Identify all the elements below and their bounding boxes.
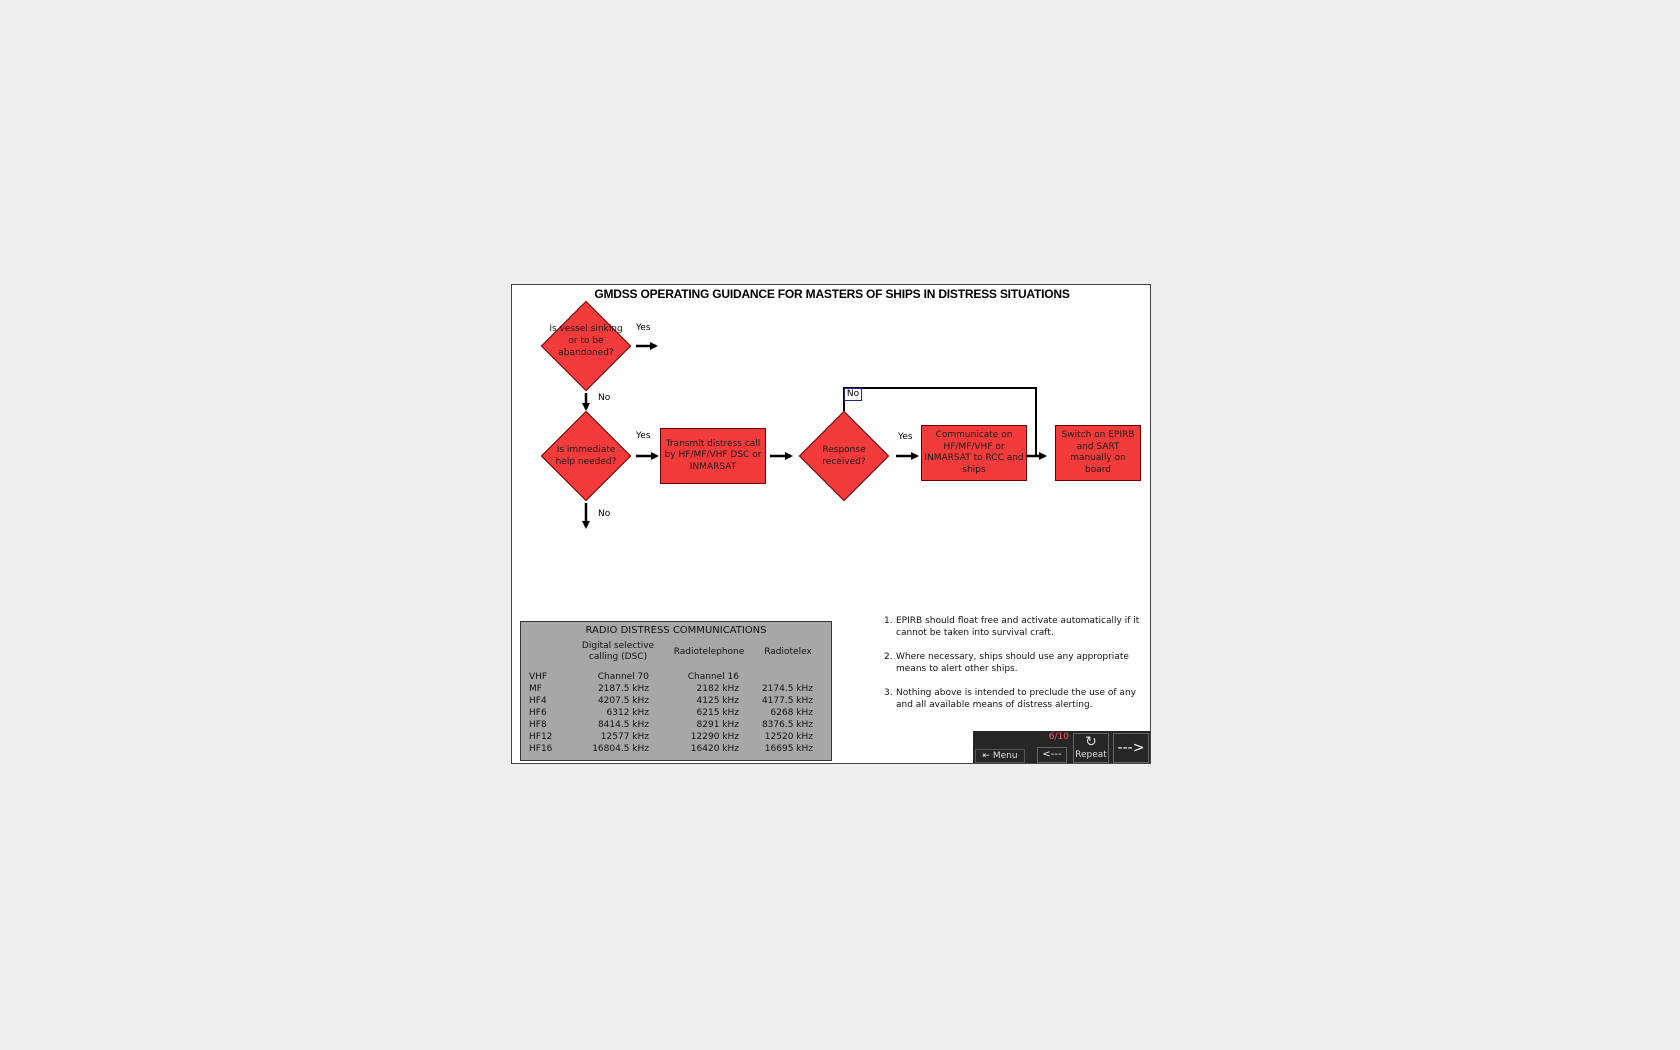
header-radiotelephone: Radiotelephone (673, 647, 745, 657)
navigation-bar (973, 731, 1151, 764)
table-row: HF12 12577 kHz 12290 kHz 12520 kHz (529, 732, 813, 742)
repeat-button[interactable] (1073, 733, 1109, 763)
repeat-icon: ↻ (1085, 734, 1097, 750)
menu-label: Menu (992, 751, 1018, 761)
note-item: 3. Nothing above is intended to preclude the use of any and all available means of distress alerting. (884, 688, 1136, 710)
page-title: GMDSS OPERATING GUIDANCE FOR MASTERS OF SHIPS IN DISTRESS SITUATIONS (594, 287, 1070, 301)
header-dsc: Digital selective calling (DSC) (581, 641, 655, 662)
q2-label: Is immediate help needed? (555, 445, 617, 467)
next-button[interactable]: ---> (1113, 733, 1149, 763)
table-row: HF6 6312 kHz 6215 kHz 6268 kHz (529, 708, 813, 718)
q3-label: Response received? (822, 445, 866, 467)
header-radiotelex: Radiotelex (764, 647, 812, 657)
radio-distress-table (520, 621, 832, 761)
q1-yes-label: Yes (636, 323, 651, 333)
menu-arrow-icon: ⇤ (982, 751, 990, 761)
table-row: VHF Channel 70 Channel 16 (529, 672, 739, 682)
notes-list (884, 615, 1140, 723)
table-row: HF4 4207.5 kHz 4125 kHz 4177.5 kHz (529, 696, 813, 706)
q3-yes-label: Yes (898, 432, 913, 442)
q3-no-label: No (844, 388, 862, 401)
note-item: 1. EPIRB should float free and activate automatically if it cannot be taken into survival craft. (884, 616, 1140, 638)
q1-label: Is vessel sinking or to be abandoned? (549, 324, 623, 358)
menu-button[interactable] (975, 749, 1025, 763)
q1-no-label: No (598, 393, 611, 403)
q2-yes-label: Yes (636, 431, 651, 441)
radio-table-title: RADIO DISTRESS COMMUNICATIONS (585, 625, 767, 636)
table-row: HF8 8414.5 kHz 8291 kHz 8376.5 kHz (529, 720, 813, 730)
q2-no-label: No (598, 509, 611, 519)
table-row: MF 2187.5 kHz 2182 kHz 2174.5 kHz (529, 684, 813, 694)
communicate-box: Communicate on HF/MF/VHF or INMARSAT to RCC and ships (921, 425, 1027, 481)
guidance-panel (511, 284, 1151, 764)
transmit-distress-box: Transmit distress call by HF/MF/VHF DSC or INMARSAT (660, 428, 766, 484)
table-row: HF16 16804.5 kHz 16420 kHz 16695 kHz (529, 744, 813, 754)
repeat-label: Repeat (1075, 750, 1107, 760)
page-counter: 6/10 (1048, 732, 1069, 742)
note-item: 2. Where necessary, ships should use any appropriate means to alert other ships. (884, 652, 1129, 674)
back-button[interactable]: <--- (1037, 747, 1067, 763)
switch-epirb-box: Switch on EPIRB and SART manually on board (1055, 425, 1141, 481)
